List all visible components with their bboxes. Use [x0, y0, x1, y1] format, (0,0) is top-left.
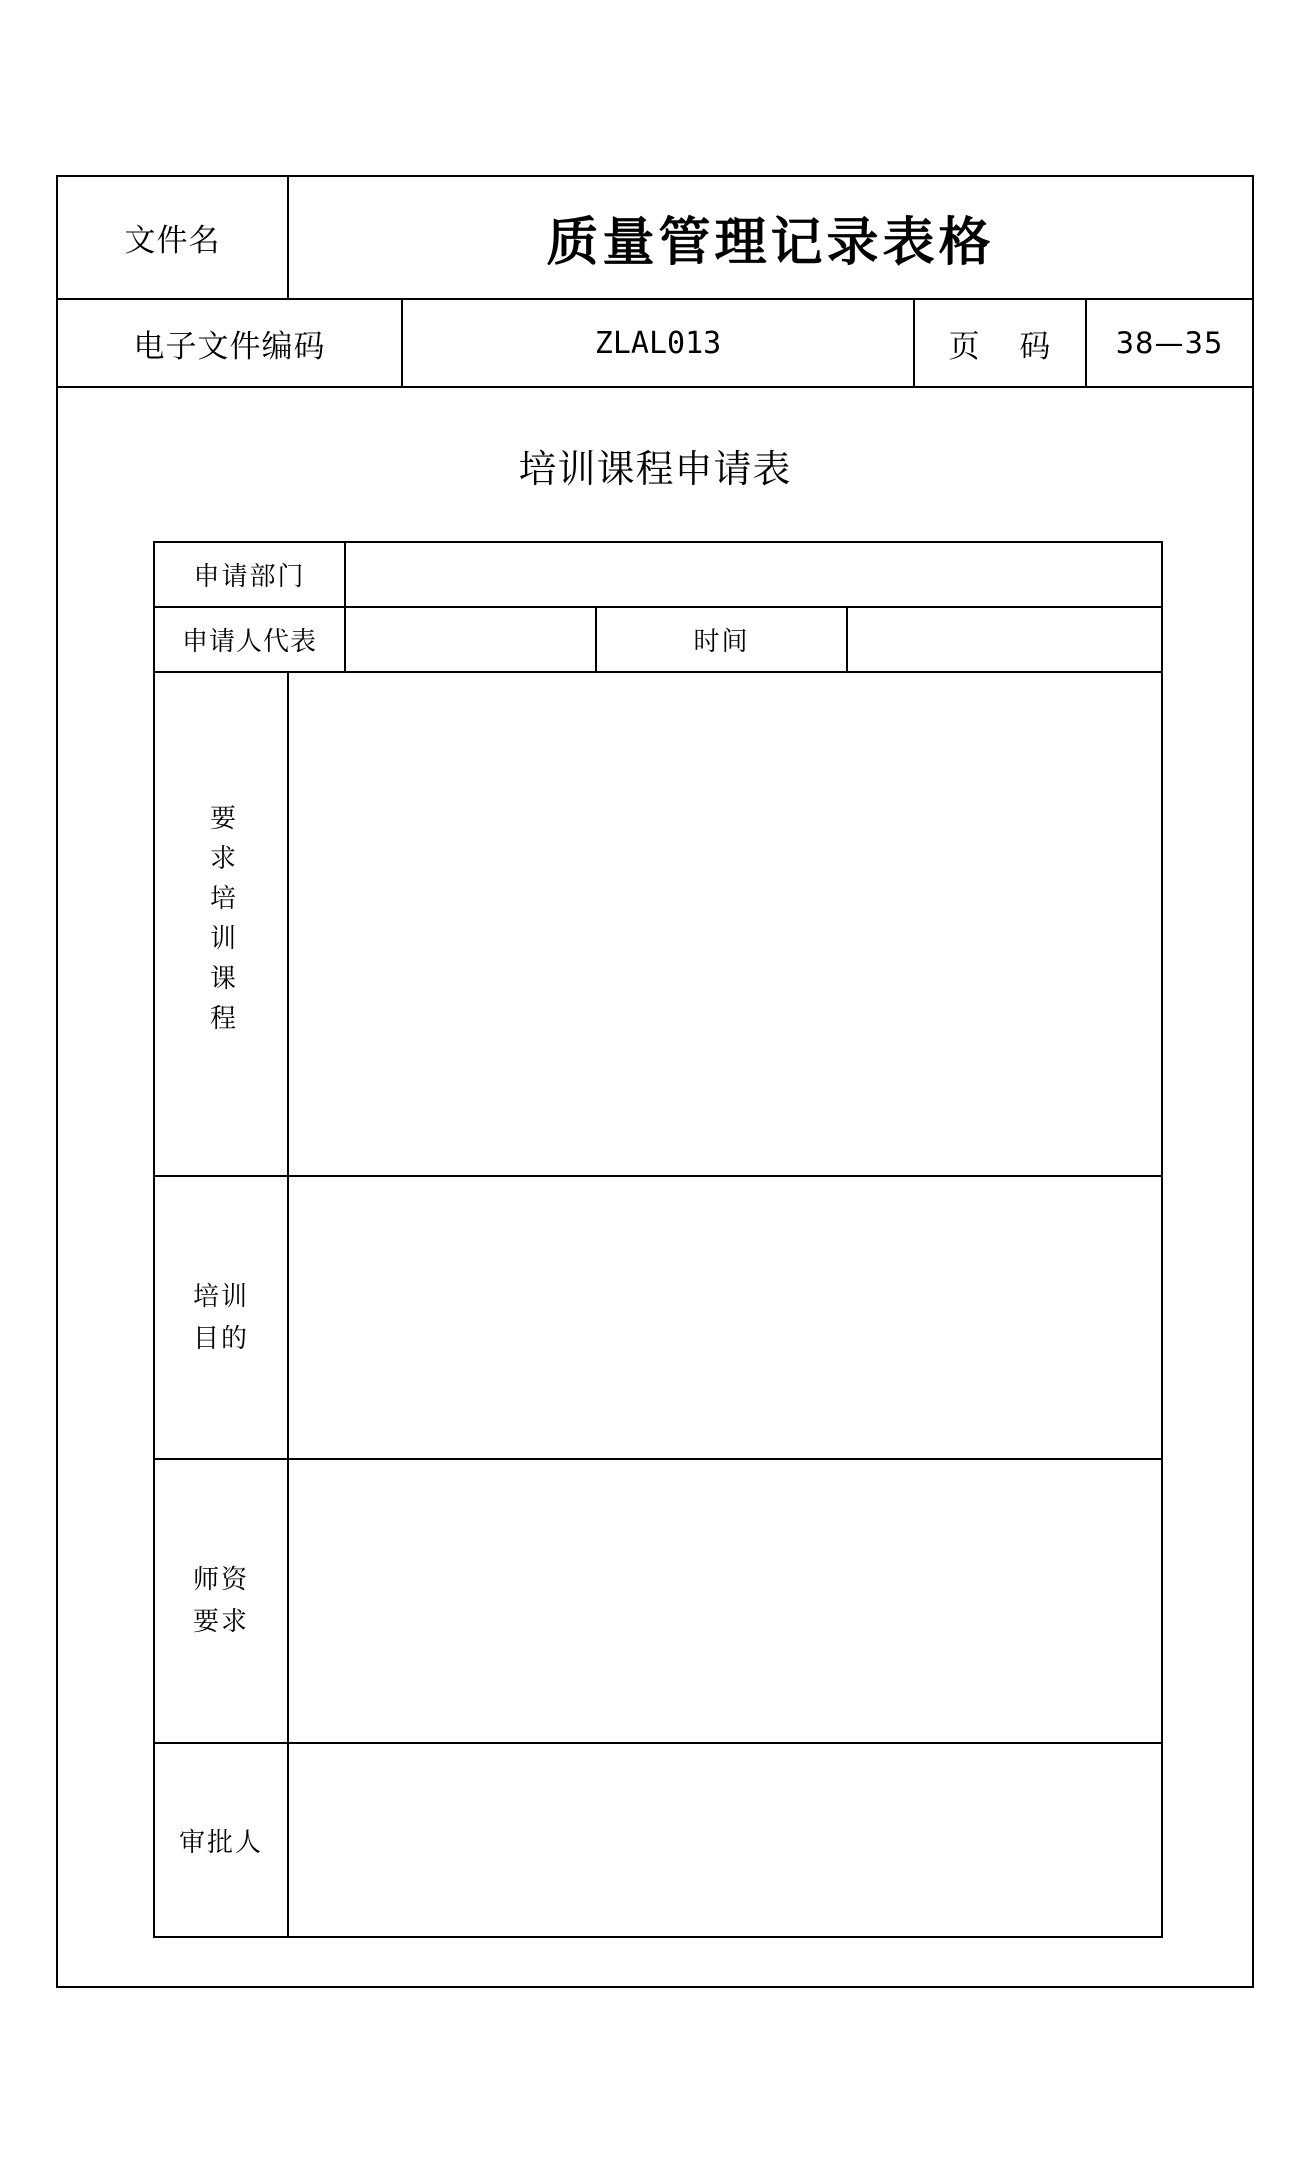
- dept-field[interactable]: [346, 543, 1161, 606]
- purpose-label-line2: 目的: [192, 1323, 249, 1354]
- applicant-label: 申请人代表: [181, 627, 317, 657]
- file-code-value: ZLAL013: [594, 325, 722, 361]
- approver-label: 审批人: [178, 1827, 263, 1858]
- purpose-label-cell: [155, 1177, 287, 1458]
- time-label: 时间: [693, 627, 750, 657]
- application-form-table: [153, 541, 1163, 1938]
- course-label-cell: [155, 673, 287, 1175]
- divider: [58, 386, 1252, 388]
- document-title: 质量管理记录表格: [546, 213, 995, 273]
- course-field[interactable]: [289, 673, 1161, 1175]
- purpose-label-line1: 培训: [192, 1281, 249, 1312]
- teacher-label-line2: 要求: [192, 1607, 249, 1637]
- teacher-label-cell: [155, 1460, 287, 1742]
- form-title: 培训课程申请表: [518, 446, 792, 491]
- purpose-field[interactable]: [289, 1177, 1161, 1458]
- dept-label: 申请部门: [193, 562, 306, 592]
- page-number: 38—35: [1115, 326, 1224, 360]
- page-label: 页 码: [948, 328, 1052, 365]
- course-label: 要求培训课程: [205, 804, 236, 1044]
- file-name-label: 文件名: [124, 223, 221, 259]
- teacher-label-line1: 师资: [192, 1565, 249, 1595]
- teacher-field[interactable]: [289, 1460, 1161, 1742]
- applicant-field[interactable]: [346, 608, 595, 671]
- time-field[interactable]: [848, 608, 1161, 671]
- file-code-label: 电子文件编码: [133, 328, 326, 365]
- approver-field[interactable]: [289, 1744, 1161, 1936]
